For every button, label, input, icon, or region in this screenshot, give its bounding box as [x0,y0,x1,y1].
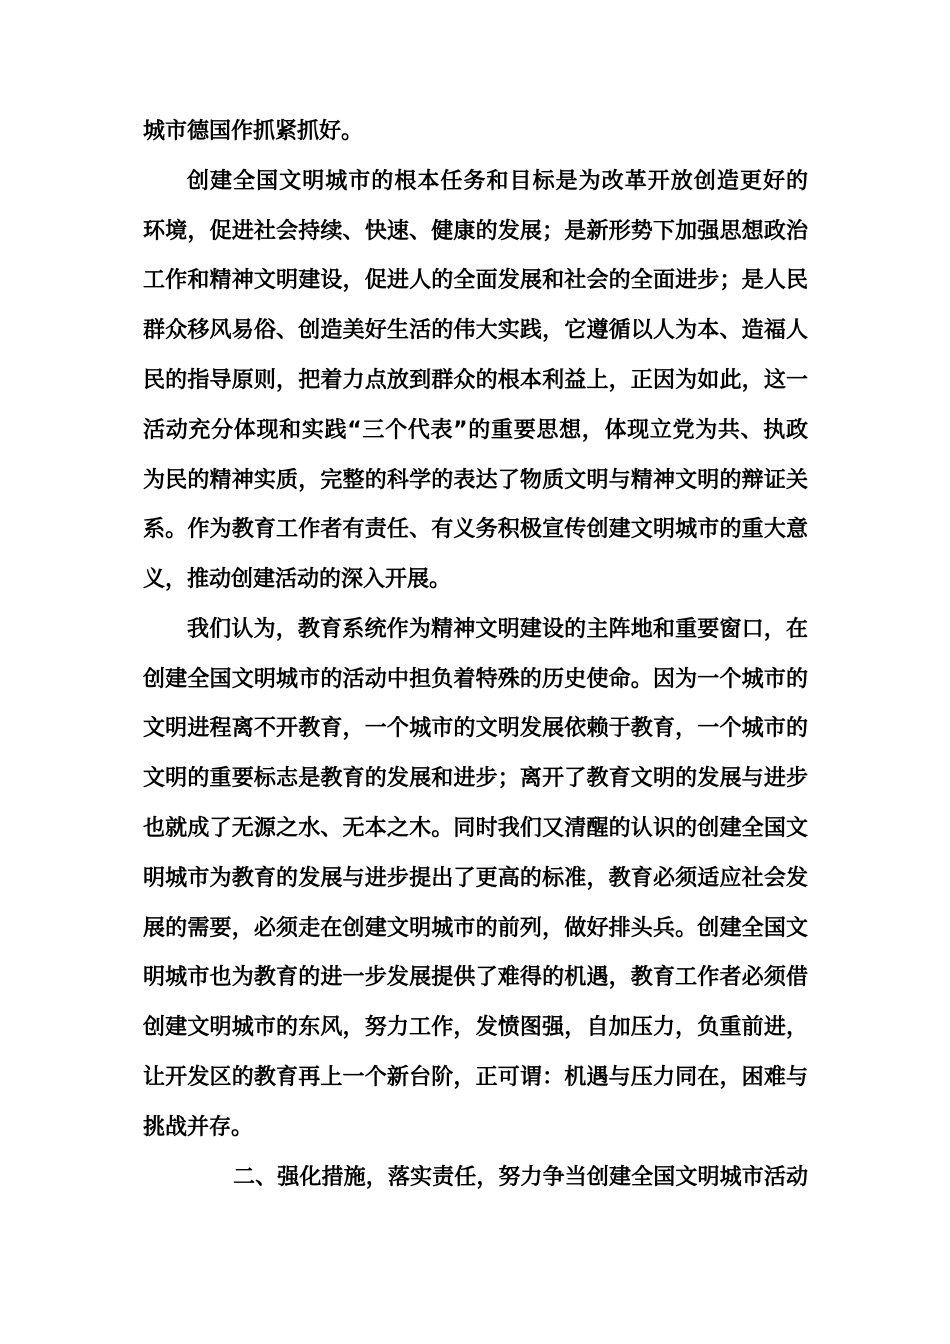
text-line-2: 创建全国文明城市的根本任务和目标是为改革开放创造更好的 [187,169,808,194]
text-line-19: 创建文明城市的东风，努力工作，发愤图强，自加压力，负重前进， [143,1015,808,1040]
section-heading: 二、强化措施，落实责任，努力争当创建全国文明城市活动 [233,1165,808,1190]
text-line-14: 文明的重要标志是教育的发展和进步；离开了教育文明的发展与进步 [143,766,808,791]
text-line-21: 挑战并存。 [143,1115,254,1140]
text-line-8: 为民的精神实质，完整的科学的表达了物质文明与精神文明的辩证关 [143,468,808,493]
text-line-12: 创建全国文明城市的活动中担负着特殊的历史使命。因为一个城市的 [143,667,808,692]
text-line-3: 环境，促进社会持续、快速、健康的发展；是新形势下加强思想政治 [143,219,808,244]
text-line-20: 让开发区的教育再上一个新台阶，正可谓：机遇与压力同在，困难与 [143,1065,808,1090]
text-line-18: 明城市也为教育的进一步发展提供了难得的机遇，教育工作者必须借 [143,965,808,990]
text-line-11: 我们认为，教育系统作为精神文明建设的主阵地和重要窗口，在 [187,617,808,642]
text-line-15: 也就成了无源之水、无本之木。同时我们又清醒的认识的创建全国文 [143,816,808,841]
text-line-10: 义，推动创建活动的深入开展。 [143,567,452,592]
text-line-17: 展的需要，必须走在创建文明城市的前列，做好排头兵。创建全国文 [143,916,808,941]
text-line-9: 系。作为教育工作者有责任、有义务积极宣传创建文明城市的重大意 [143,517,808,542]
text-line-7: 活动充分体现和实践“三个代表”的重要思想，体现立党为共、执政 [143,418,808,443]
text-line-1: 城市德国作抓紧抓好。 [143,119,364,144]
text-line-4: 工作和精神文明建设，促进人的全面发展和社会的全面进步；是人民 [143,268,808,293]
text-line-13: 文明进程离不开教育，一个城市的文明发展依赖于教育，一个城市的 [143,716,808,741]
text-line-6: 民的指导原则，把着力点放到群众的根本利益上，正因为如此，这一 [143,368,808,393]
text-line-16: 明城市为教育的发展与进步提出了更高的标准，教育必须适应社会发 [143,866,808,891]
text-line-5: 群众移风易俗、创造美好生活的伟大实践，它遵循以人为本、造福人 [143,318,808,343]
